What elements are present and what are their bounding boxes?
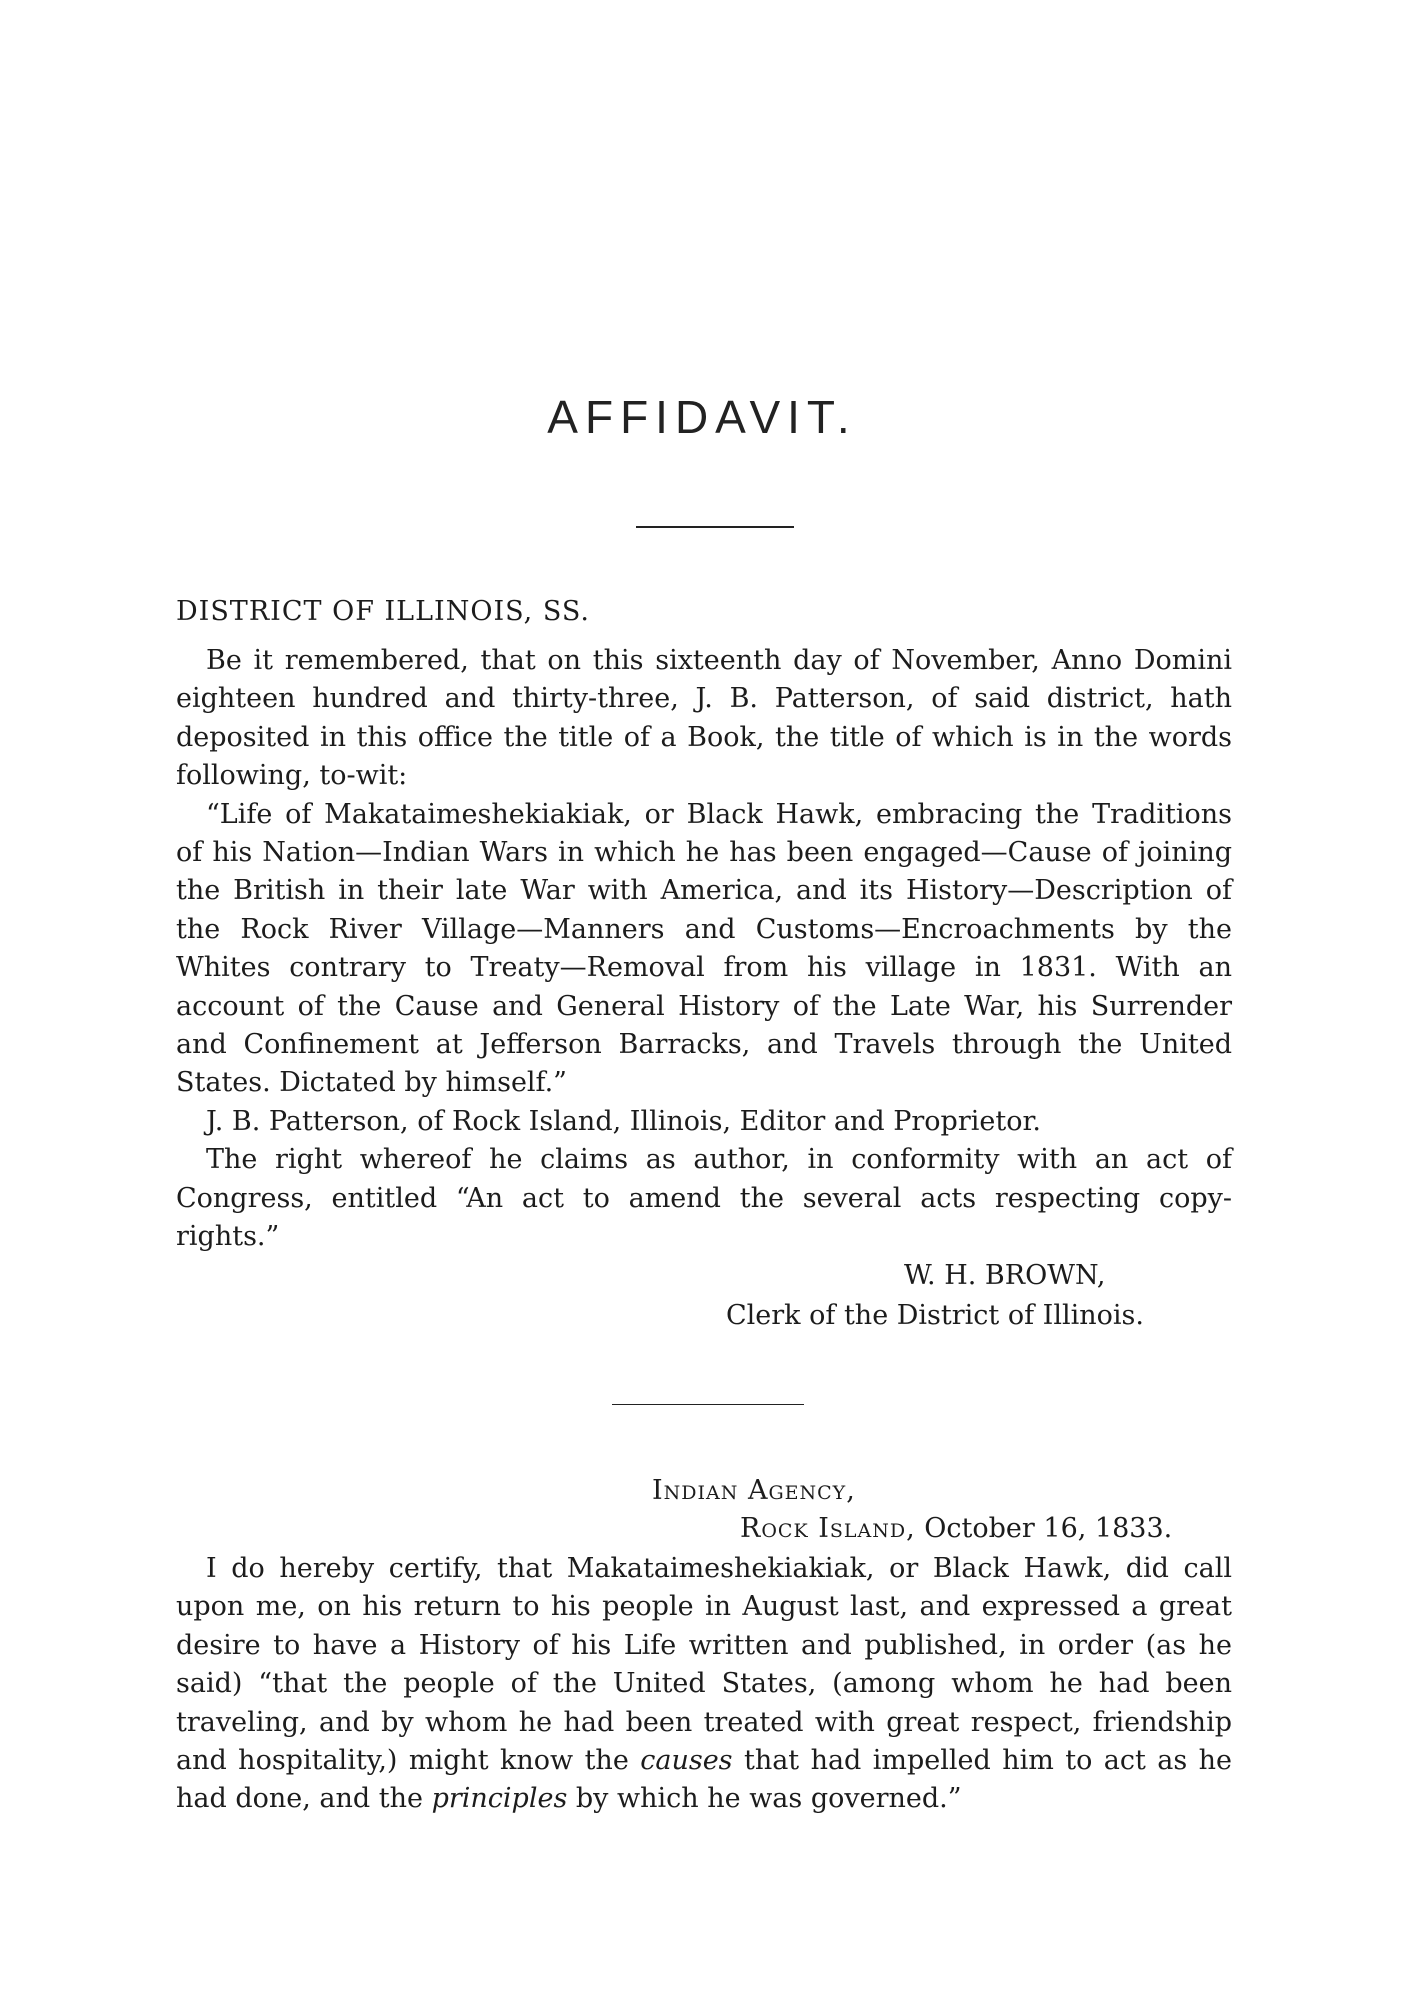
certificate-paragraph — [176, 1550, 1232, 1819]
certificate-body — [176, 1550, 1232, 1819]
editor-paragraph: J. B. Patterson, of Rock Island, Illinois, Editor and Proprietor. — [206, 1105, 1041, 1137]
certificate-text-1: I do hereby certify, that Makataimeshekiakiak, or Black Hawk, did call upon me, on his return to his people in August last, and expressed a great desire to have a History of his Life written and published, in order (as he said) “that the people of the United States, (among whom he had been traveling, and by whom he had been treated with great respect, friendship and hospitality,) might know the — [176, 1553, 1232, 1777]
book-title-paragraph: “Life of Makataimeshekiakiak, or Black Hawk, embracing the Traditions of his Nation—Indian Wars in which he has been engaged—Cause of joining the British in their late War with America, and its History—Description of the Rock River Village—Manners and Customs—Encroachments by the Whites contrary to Treaty—Removal from his village in 1831. With an account of the Cause and General History of the Late War, his Surrender and Confinement at Jefferson Barracks, and Travels through the United States. Dictated by himself.” — [176, 798, 1232, 1099]
certificate-date: October 16, 1833. — [924, 1513, 1173, 1544]
affidavit-paragraph-1: Be it remembered, that on this sixteenth day of November, Anno Domini eighteen hundred and thirty-three, J. B. Patterson, of said district, hath deposited in this office the title of a Book, the title of which is in the words following, to-wit: — [176, 645, 1232, 792]
causes-word: causes — [640, 1745, 733, 1777]
signer-title: Clerk of the District of Illinois. — [726, 1300, 1144, 1331]
district-heading: DISTRICT OF ILLINOIS, SS. — [176, 596, 590, 627]
affidavit-body — [176, 642, 1232, 1257]
principles-word: principles — [431, 1783, 568, 1815]
title-divider — [636, 526, 794, 528]
certificate-place: Indian Agency, — [652, 1475, 856, 1506]
certificate-city: Rock Island, — [740, 1513, 916, 1544]
certificate-text-2: that had impelled him to act as he had done, and the — [176, 1745, 1232, 1815]
copyright-paragraph: The right whereof he claims as author, in conformity with an act of Congress, entitled “An act to amend the several acts respecting copy-rights.” — [176, 1144, 1232, 1253]
page-title: AFFIDAVIT. — [547, 391, 857, 443]
signer-name: W. H. BROWN, — [904, 1260, 1106, 1291]
certificate-text-3: by which he was governed.” — [567, 1783, 962, 1815]
section-divider — [612, 1404, 804, 1405]
certificate-dateline — [740, 1510, 1172, 1548]
